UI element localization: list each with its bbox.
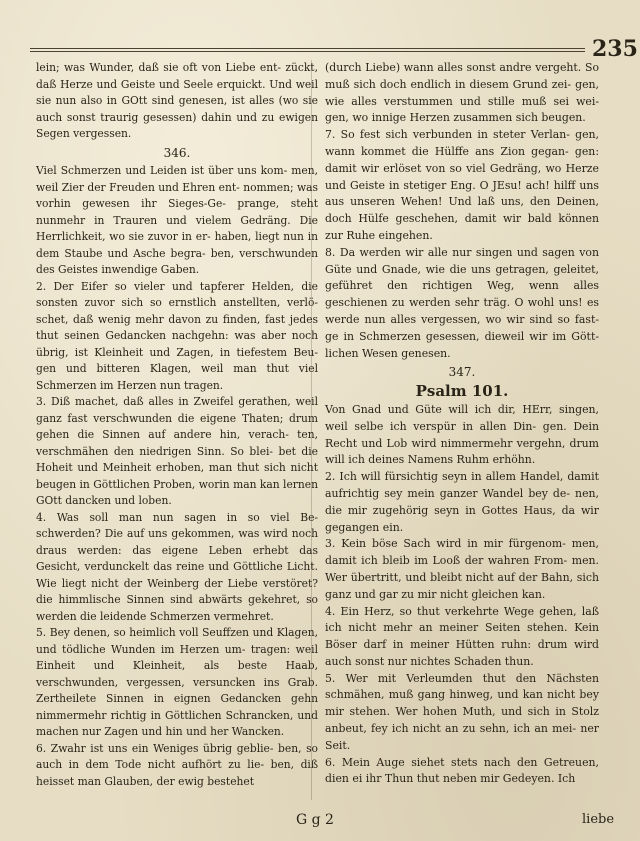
page-number: 235 [592, 36, 638, 62]
right-column [325, 60, 599, 788]
hymn-346-verse-7: 7. So fest sich verbunden in steter Verlan- gen, wann kommet die Hülffe ans Zion gegan- gen: damit wir erlöset von so viel Gedräng, wo Herze und Geiste in stetiger Eng. O JEsu! ach! hilff uns aus unseren Wehen! Und laß uns, den Deinen, doch Hülfe geschehen, damit wir bald können zur Ruhe eingehen. [325, 128, 599, 242]
hymn-347-verse-6: 6. Mein Auge siehet stets nach den Getreuen, dien ei ihr Thun thut neben mir Gedeyen. Ich [325, 755, 599, 786]
header-rule-thin [30, 51, 585, 52]
hymn-347-verse-2: 2. Ich will fürsichtig seyn in allem Handel, damit aufrichtig sey mein ganzer Wandel bey de- nen, die mir zugehörig seyn in Gottes Haus, da wir gegangen ein. [325, 470, 599, 534]
hymn-346-verse-3: 3. Diß machet, daß alles in Zweifel gerathen, weil ganz fast verschwunden die eigene Thaten; drum gehen die Sinnen auf andere hin, verach- ten, verschmähen den niedrigen Sinn. So blei- bet die Hoheit und Meinheit erhoben, man thut sich nicht beugen in Göttlichen Proben, worin man kan lernen GOtt dancken und loben. [36, 395, 318, 507]
hymn-346-verse-6: 6. Zwahr ist uns ein Weniges übrig geblie- ben, so auch in dem Tode nicht aufhört zu lie- ben, diß heisset man Glauben, der ewig bestehet [36, 741, 318, 788]
hymn-346-verse-5: 5. Bey denen, so heimlich voll Seuffzen und Klagen, und tödliche Wunden im Herzen um- tragen: weil Einheit und Kleinheit, als beste Haab, verschwunden, vergessen, versuncken ins Grab. Zertheilete Sinnen in eignen Gedancken gehn nimmermehr richtig in Göttlichen Schrancken, und machen nur Zagen und hin und her Wancken. [36, 626, 318, 738]
header-rule [30, 48, 585, 49]
catchword: liebe [582, 812, 615, 827]
hymn-345-ending: lein; was Wunder, daß sie oft von Liebe ent- zückt, daß Herze und Geiste und Seele erquickt. Und weil sie nun also in GOtt sind genesen, ist alles (wo sie auch sonst traurig gesessen) dahin und zu ewigen Segen vergessen. [36, 61, 318, 140]
hymn-346-verse-2: 2. Der Eifer so vieler und tapferer Helden, die sonsten zuvor sich so ernstlich anstellten, verlö- schet, daß wenig mehr davon zu finden, fast jedes thut seinen Gedancken nachgehn: was aber noch übrig, ist Kleinheit und Zagen, in tiefestem Beu- gen und bitteren Klagen, weil man thut viel Schmerzen im Herzen nun tragen. [36, 279, 318, 392]
hymn-346-number: 346. [163, 145, 191, 160]
hymn-347-verse-4: 4. Ein Herz, so thut verkehrte Wege gehen, laß ich nicht mehr an meiner Seiten stehen. Kein Böser darf in meiner Hütten ruhn: drum wird auch sonst nur nichtes Schaden thun. [325, 604, 599, 668]
hymn-347-verse-1: Von Gnad und Güte will ich dir, HErr, singen, weil selbe ich verspür in allen Din- gen. Dein Recht und Lob wird nimmermehr vergehn, drum will ich deines Namens Ruhm erhöhn. [325, 402, 599, 467]
left-column [36, 60, 318, 790]
hymn-346-verse-8: 8. Da werden wir alle nur singen und sagen von Güte und Gnade, wie die uns getragen, geleitet, geführet den richtigen Weg, wenn alles geschienen zu werden sehr träg. O wohl uns! es werde nun alles vergessen, wo wir sind so fast- ge in Schmerzen gesessen, dieweil wir im Gött- lichen Wesen genesen. [325, 245, 599, 360]
hymn-346-verse-6-cont: (durch Liebe) wann alles sonst andre vergeht. So muß sich doch endlich in diesem Grund zei- gen, wie alles verstummen und stille muß sei wei- gen, wo innige Herzen zusammen sich beugen. [325, 61, 599, 125]
hymn-347-verse-5: 5. Wer mit Verleumden thut den Nächsten schmähen, muß gang hinweg, und kan nicht bey mir stehen. Wer hohen Muth, und sich in Stolz anbeut, fey ich nicht an zu sehn, ich an mei- ner Seit. [325, 671, 599, 752]
hymn-346-verse-1: Viel Schmerzen und Leiden ist über uns kom- men, weil Zier der Freuden und Ehren ent- nommen; was vorhin gewesen ihr Sieges-Ge- prange, steht nunmehr in Trauren und vielem Gedräng. Die Herrlichkeit, wo sie zuvor in er- haben, liegt nun in dem Staube und Asche begra- ben, verschwunden des Geistes inwendige Gaben. [36, 164, 318, 276]
hymn-347-verse-3: 3. Kein böse Sach wird in mir fürgenom- men, damit ich bleib im Looß der wahren From- men. Wer übertritt, und bleibt nicht auf der Bahn, sich ganz und gar zu mir nicht gleichen kan. [325, 537, 599, 601]
hymn-347-title: Psalm 101. [415, 382, 509, 401]
signature-mark: G g 2 [296, 812, 334, 828]
hymn-346-verse-4: 4. Was soll man nun sagen in so viel Be- schwerden? Die auf uns gekommen, was wird noch draus werden: das eigene Leben erhebt das Gesicht, verdunckelt das reine und Göttliche Licht. Wie liegt nicht der Weinberg der Liebe verstöret? die himmlische Sinnen sind abwärts gekehret, so werden die leidende Schmerzen vermehret. [36, 510, 318, 623]
hymn-347-number: 347. [448, 365, 476, 380]
